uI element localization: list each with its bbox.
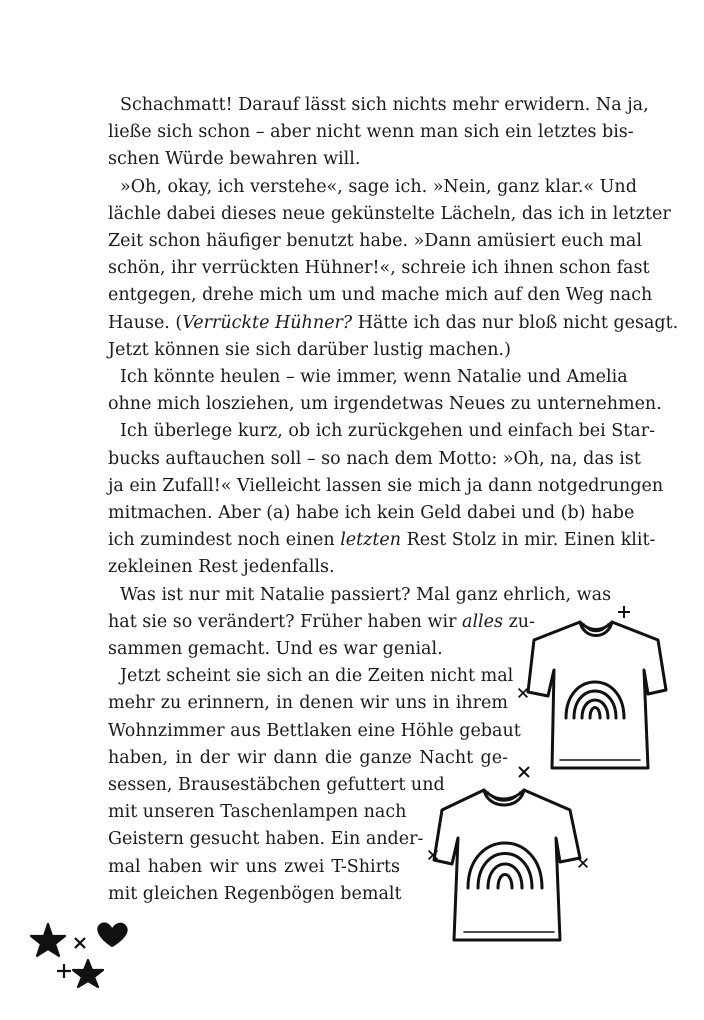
text-line: mit gleichen Regenbögen bemalt <box>108 883 402 904</box>
text-line: Jetzt scheint sie sich an die Zeiten nicht mal <box>120 666 514 687</box>
text-line: Ich könnte heulen – wie immer, wenn Natalie und Amelia <box>120 367 628 388</box>
text-fragment: hat sie so verändert? Früher haben wir <box>108 611 463 632</box>
text-line: mit unseren Taschenlampen nach <box>108 802 407 823</box>
text-line <box>108 310 679 337</box>
text-line: sessen, Brausestäbchen gefuttert und <box>108 775 445 796</box>
text-line: Was ist nur mit Natalie passiert? Mal ganz ehrlich, was <box>120 584 612 605</box>
text-line: ja ein Zufall!« Vielleicht lassen sie mich ja dann notgedrungen <box>108 475 664 496</box>
text-line: ließe sich schon – aber nicht wenn man sich ein letztes bis- <box>108 122 634 143</box>
cross-doodle-icon <box>516 764 532 780</box>
t-shirt-rainbow-icon <box>520 600 670 775</box>
text-line: sammen gemacht. Und es war genial. <box>108 639 443 660</box>
text-line: schen Würde bewahren will. <box>108 149 361 170</box>
italic-fragment: letzten <box>340 530 402 551</box>
text-fragment: ich zumindest noch einen <box>108 530 341 551</box>
cross-doodle-icon <box>616 604 632 620</box>
text-line <box>108 527 656 554</box>
text-line: mal haben wir uns zwei T-Shirts <box>108 856 400 877</box>
cross-doodle-icon <box>426 848 440 862</box>
text-line: mehr zu erinnern, in denen wir uns in ihrem <box>108 693 508 714</box>
t-shirt-rainbow-icon <box>428 776 588 956</box>
cross-doodle-icon <box>516 686 530 700</box>
text-fragment: Rest Stolz in mir. Einen klit- <box>401 530 656 551</box>
text-fragment: Hätte ich das nur bloß nicht gesagt. <box>352 312 679 333</box>
text-line: zekleinen Rest jedenfalls. <box>108 557 335 578</box>
text-fragment: zu- <box>503 611 535 632</box>
text-line <box>108 609 535 636</box>
text-line: Ich überlege kurz, ob ich zurückgehen und einfach bei Star- <box>120 421 656 442</box>
cross-doodle-icon <box>576 856 590 870</box>
text-line: Jetzt können sie sich darüber lustig machen.) <box>108 339 511 360</box>
text-line: Schachmatt! Darauf lässt sich nichts mehr erwidern. Na ja, <box>120 95 649 115</box>
text-line: Geistern gesucht haben. Ein ander- <box>108 829 424 850</box>
text-line: Zeit schon häufiger benutzt habe. »Dann amüsiert euch mal <box>108 231 642 252</box>
text-fragment: Hause. ( <box>108 312 183 333</box>
text-line: bucks auftauchen soll – so nach dem Motto: »Oh, na, das ist <box>108 448 641 469</box>
text-line: haben, in der wir dann die ganze Nacht ge- <box>108 747 508 768</box>
text-line: entgegen, drehe mich um und mache mich auf den Weg nach <box>108 285 653 306</box>
text-line: schön, ihr verrückten Hühner!«, schreie ich ihnen schon fast <box>108 258 650 279</box>
text-line: Wohnzimmer aus Bettlaken eine Höhle gebaut <box>108 720 521 741</box>
text-line: mitmachen. Aber (a) habe ich kein Geld dabei und (b) habe <box>108 503 635 524</box>
italic-fragment: Verrückte Hühner? <box>182 312 353 333</box>
text-line: lächle dabei dieses neue gekünstelte Lächeln, das ich in letzter <box>108 203 671 224</box>
text-line: ohne mich losziehen, um irgendetwas Neues zu unternehmen. <box>108 394 662 415</box>
italic-fragment: alles <box>462 611 503 632</box>
text-line: »Oh, okay, ich verstehe«, sage ich. »Nein, ganz klar.« Und <box>120 176 637 197</box>
star-doodle-icon <box>28 920 136 990</box>
